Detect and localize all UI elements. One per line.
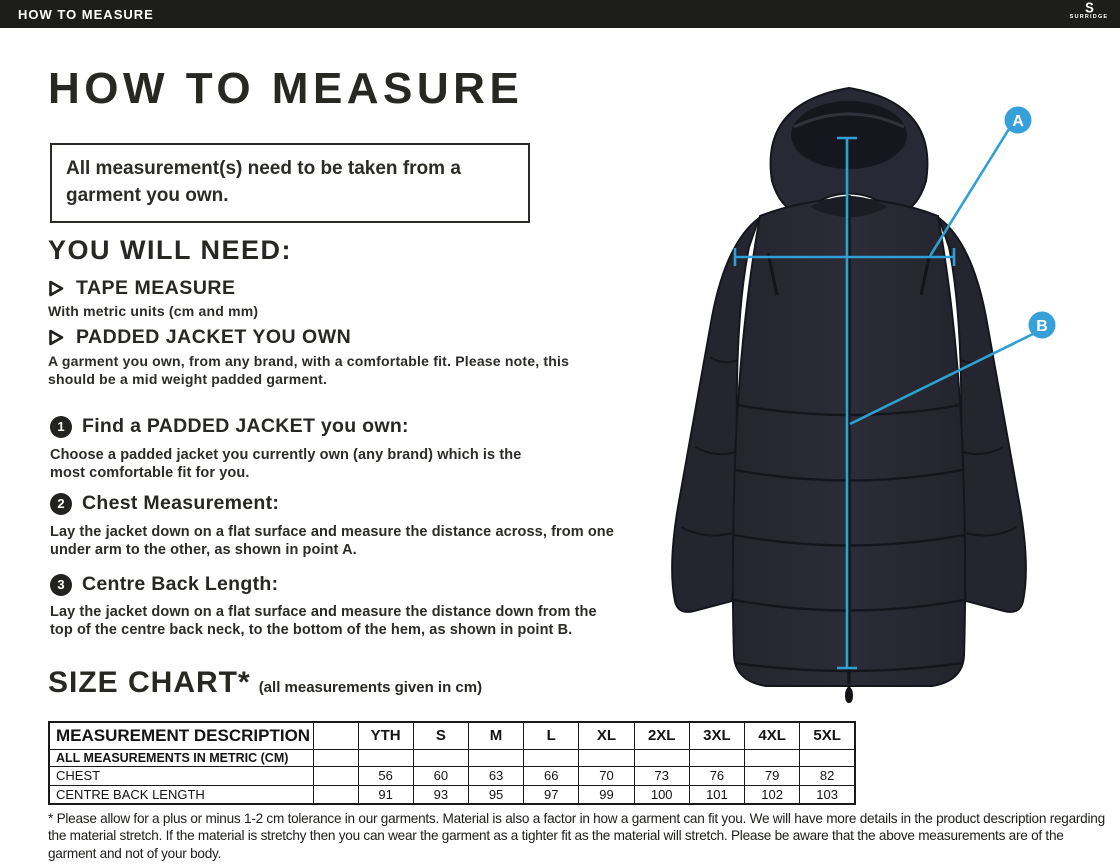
size-chart-caption: (all measurements given in cm): [258, 679, 483, 696]
table-cell: 102: [745, 785, 800, 804]
table-cell: 101: [689, 785, 744, 804]
column-header: 4XL: [745, 722, 800, 749]
column-header: XL: [579, 722, 634, 749]
table-cell: 76: [689, 766, 744, 785]
table-row-centre-back-length: [49, 785, 855, 804]
table-row: [49, 749, 855, 766]
column-header: YTH: [358, 722, 413, 749]
point-b-label: B: [1036, 318, 1048, 335]
table-cell: [634, 749, 689, 766]
table-cell: [313, 785, 358, 804]
table-cell: 60: [413, 766, 468, 785]
step-1-heading: [50, 415, 409, 438]
triangle-bullet-icon: [48, 329, 65, 346]
table-cell: [313, 749, 358, 766]
top-bar-title: HOW TO MEASURE: [18, 6, 154, 22]
step-title: Find a PADDED JACKET you own:: [82, 415, 409, 437]
jacket-image: [618, 55, 1080, 707]
size-chart-heading: SIZE CHART*: [48, 666, 251, 699]
table-cell: [800, 749, 855, 766]
surridge-logo-icon: S: [1085, 0, 1093, 17]
table-cell: 73: [634, 766, 689, 785]
table-cell: [524, 749, 579, 766]
table-cell: [413, 749, 468, 766]
column-header: 3XL: [689, 722, 744, 749]
column-header: L: [524, 722, 579, 749]
measurement-note-box: [50, 143, 530, 223]
point-a-pointer-line: [930, 129, 1009, 256]
column-header: 2XL: [634, 722, 689, 749]
point-a-label: A: [1012, 113, 1024, 130]
triangle-bullet-icon: [48, 280, 65, 297]
size-chart-table: [48, 721, 856, 805]
table-cell: 100: [634, 785, 689, 804]
table-row-chest: [49, 766, 855, 785]
list-item-tape-measure: [48, 277, 236, 300]
list-item-description: With metric units (cm and mm): [48, 303, 259, 319]
zipper-pull: [845, 686, 853, 703]
table-cell: 91: [358, 785, 413, 804]
step-3-heading: [50, 573, 278, 596]
you-will-need-heading: YOU WILL NEED:: [48, 235, 293, 265]
column-header: MEASUREMENT DESCRIPTION: [49, 722, 313, 749]
table-cell: [689, 749, 744, 766]
tolerance-footnote: * Please allow for a plus or minus 1-2 cm tolerance in our garments. Material is also a factor in how a garment can fit you. We will have more details in the product description regarding the material stretch. If the material is stretchy then you can wear the garment as a tighter fit as the material will stretch. Please be aware that the above measurements are of the garment and not of your body.: [48, 811, 1105, 861]
step-number-badge: 1: [50, 416, 72, 438]
column-header: S: [413, 722, 468, 749]
table-cell: [468, 749, 523, 766]
list-item-padded-jacket: [48, 326, 351, 349]
list-item-label: TAPE MEASURE: [76, 277, 236, 299]
table-cell: 79: [745, 766, 800, 785]
table-cell: [579, 749, 634, 766]
table-cell: 82: [800, 766, 855, 785]
step-3-body: Lay the jacket down on a flat surface and measure the distance down from the top of the centre back neck, to the bottom of the hem, as shown in point B.: [50, 604, 597, 639]
table-cell: [745, 749, 800, 766]
point-b-marker: [1029, 312, 1056, 339]
row-label: CHEST: [49, 766, 313, 785]
table-cell: 103: [800, 785, 855, 804]
row-label: CENTRE BACK LENGTH: [49, 785, 313, 804]
table-cell: 63: [468, 766, 523, 785]
step-1-body: Choose a padded jacket you currently own (any brand) which is the most comfortable fit for you.: [50, 447, 522, 482]
jacket-body: [733, 195, 965, 703]
list-item-description: A garment you own, from any brand, with a comfortable fit. Please note, this should be a mid weight padded garment.: [48, 353, 570, 388]
table-cell: 56: [358, 766, 413, 785]
step-number-badge: 2: [50, 493, 72, 515]
table-cell: 97: [524, 785, 579, 804]
step-number-badge: 3: [50, 574, 72, 596]
table-cell: [313, 766, 358, 785]
table-cell: 95: [468, 785, 523, 804]
column-header: M: [468, 722, 523, 749]
measurement-note-text: All measurement(s) need to be taken from a garment you own.: [66, 158, 461, 206]
point-a-marker: [1005, 107, 1032, 134]
table-cell: 66: [524, 766, 579, 785]
step-2-heading: [50, 492, 279, 515]
table-header-row: [49, 722, 855, 749]
step-title: Chest Measurement:: [82, 492, 280, 514]
size-chart-heading-row: [48, 666, 482, 700]
row-label: ALL MEASUREMENTS IN METRIC (CM): [49, 749, 313, 766]
column-header: [313, 722, 358, 749]
surridge-logo: [1066, 1, 1112, 21]
column-header: 5XL: [800, 722, 855, 749]
surridge-logo-label: SURRIDGE: [1069, 14, 1109, 20]
table-cell: 99: [579, 785, 634, 804]
top-bar: [0, 0, 1120, 28]
table-cell: 70: [579, 766, 634, 785]
list-item-label: PADDED JACKET YOU OWN: [76, 326, 352, 348]
step-title: Centre Back Length:: [82, 573, 279, 595]
table-cell: [358, 749, 413, 766]
page-title: HOW TO MEASURE: [48, 64, 524, 113]
step-2-body: Lay the jacket down on a flat surface and measure the distance across, from one under arm to the other, as shown in point A.: [50, 524, 614, 559]
table-cell: 93: [413, 785, 468, 804]
